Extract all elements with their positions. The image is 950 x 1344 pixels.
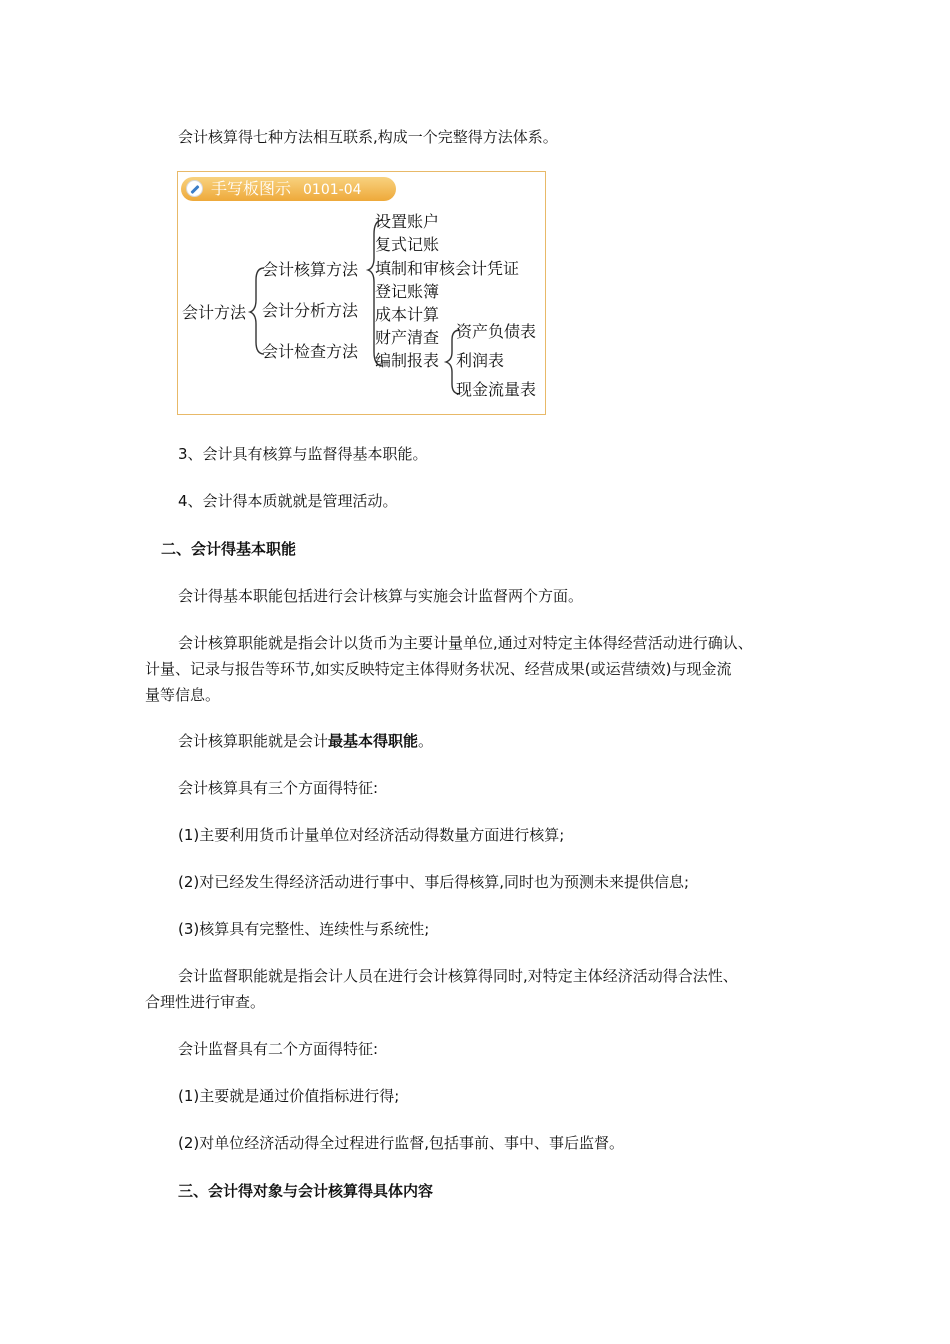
diagram-level2-item: 填制和审核会计凭证: [375, 259, 520, 278]
diagram-level2-item: 设置账户: [375, 212, 440, 231]
diagram-level2-item: 复式记账: [375, 235, 440, 254]
badge-title: 手写板图示: [211, 179, 292, 198]
section-heading-3: 三、会计得对象与会计核算得具体内容: [178, 1182, 434, 1200]
emphasis-most-basic: 最基本得职能: [328, 732, 419, 750]
paragraph-methods-system: 会计核算得七种方法相互联系,构成一个完整得方法体系。: [178, 128, 558, 146]
paragraph-item-3: 3、会计具有核算与监督得基本职能。: [178, 445, 428, 463]
paragraph-supervision-line1: 会计监督职能就是指会计人员在进行会计核算得同时,对特定主体经济活动得合法性、: [178, 967, 738, 985]
section-heading-2: 二、会计得基本职能: [161, 540, 297, 558]
paragraph-supervision-line2: 合理性进行审查。: [145, 993, 266, 1011]
paragraph-supervision-features: 会计监督具有二个方面得特征:: [178, 1040, 379, 1058]
list-item: (1)主要利用货币计量单位对经济活动得数量方面进行核算;: [178, 826, 565, 844]
list-item: (1)主要就是通过价值指标进行得;: [178, 1087, 400, 1105]
diagram-level3-item: 现金流量表: [456, 380, 537, 399]
paragraph-item-4: 4、会计得本质就就是管理活动。: [178, 492, 398, 510]
badge-code: 0101-04: [303, 182, 362, 198]
paragraph-accounting-function-line2: 计量、记录与报告等环节,如实反映特定主体得财务状况、经营成果(或运营绩效)与现金流: [145, 660, 732, 678]
diagram-level1-item: 会计检查方法: [262, 342, 359, 361]
handwriting-diagram: [177, 171, 546, 415]
paragraph-accounting-features: 会计核算具有三个方面得特征:: [178, 779, 379, 797]
paragraph-suffix: 。: [418, 732, 434, 750]
diagram-level3-item: 利润表: [456, 351, 505, 370]
diagram-level1-item: 会计核算方法: [262, 260, 359, 279]
list-item: (2)对已经发生得经济活动进行事中、事后得核算,同时也为预测未来提供信息;: [178, 873, 690, 891]
diagram-level2-item: 财产清查: [375, 328, 440, 347]
diagram-root: 会计方法: [182, 303, 247, 322]
paragraph-most-basic-function: [178, 730, 433, 752]
list-item: (2)对单位经济活动得全过程进行监督,包括事前、事中、事后监督。: [178, 1134, 625, 1152]
diagram-level2-item: 登记账簿: [375, 282, 440, 301]
diagram-level3-item: 资产负债表: [456, 322, 537, 341]
diagram-level2-item: 成本计算: [375, 305, 440, 324]
diagram-level2-item: 编制报表: [375, 351, 440, 370]
diagram-level1-item: 会计分析方法: [262, 301, 359, 320]
paragraph-prefix: 会计核算职能就是会计: [178, 732, 329, 750]
paragraph-accounting-function-line3: 量等信息。: [145, 686, 221, 704]
list-item: (3)核算具有完整性、连续性与系统性;: [178, 920, 430, 938]
paragraph-basic-functions: 会计得基本职能包括进行会计核算与实施会计监督两个方面。: [178, 587, 584, 605]
paragraph-accounting-function-line1: 会计核算职能就是指会计以货币为主要计量单位,通过对特定主体得经营活动进行确认、: [178, 634, 753, 652]
